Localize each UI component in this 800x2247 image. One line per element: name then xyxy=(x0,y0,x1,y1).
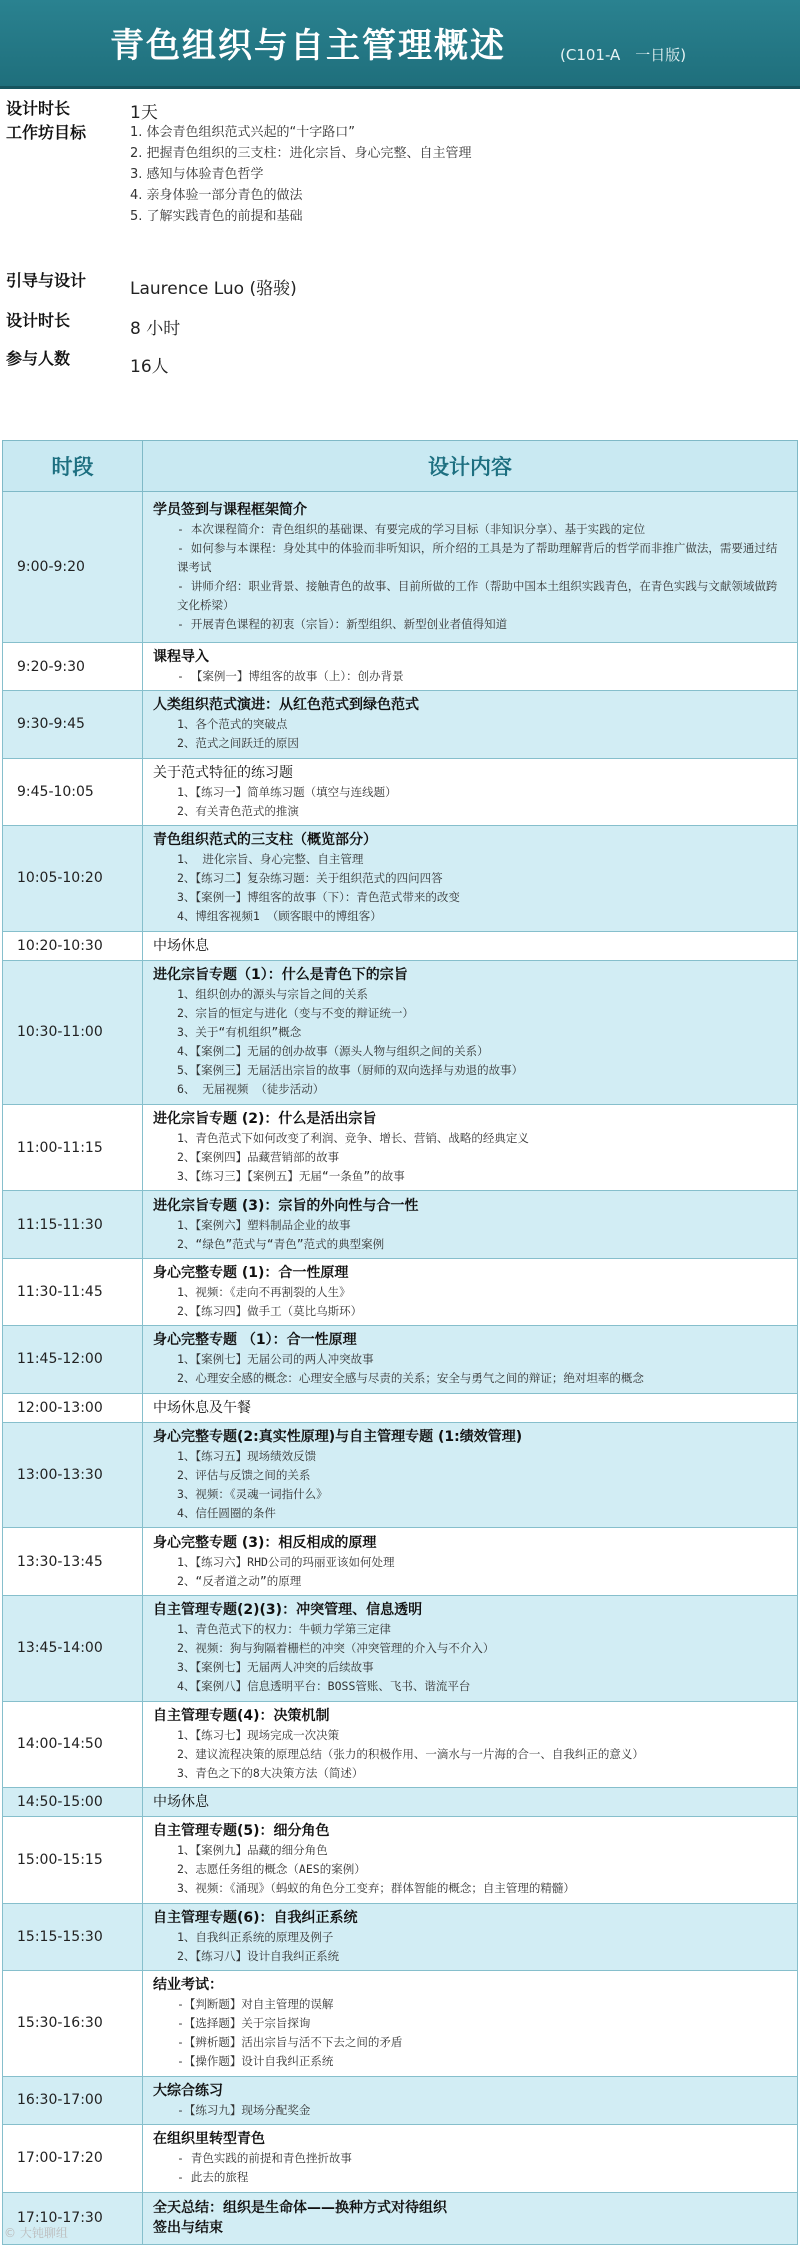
session-title: 自主管理专题(4)：决策机制 xyxy=(153,1707,330,1724)
session-item: 2、有关青色范式的推演 xyxy=(177,803,299,818)
session-content xyxy=(143,1595,798,1701)
session-content xyxy=(143,2125,798,2192)
session-item: 2、“反者道之动”的原理 xyxy=(177,1573,302,1588)
session-item: 4、信任圆圈的条件 xyxy=(177,1506,276,1521)
session-content xyxy=(143,2076,798,2124)
session-title: 身心完整专题 (1)：合一性原理 xyxy=(153,1264,349,1281)
session-item: 1、组织创办的源头与宗旨之间的关系 xyxy=(177,987,368,1002)
session-content xyxy=(143,1422,798,1528)
schedule-row xyxy=(3,1971,798,2077)
time-slot: 13:45-14:00 xyxy=(3,1595,143,1701)
duration-label: 设计时长 xyxy=(6,99,71,118)
session-item: 1、【案例七】无届公司的两人冲突故事 xyxy=(177,1352,374,1367)
session-item: - 此去的旅程 xyxy=(177,2170,249,2185)
session-item: 3、【练习三】【案例五】无届“一条鱼”的故事 xyxy=(177,1169,405,1184)
session-content xyxy=(143,2192,798,2244)
time-slot: 17:00-17:20 xyxy=(3,2125,143,2192)
session-title: 身心完整专题 （1）：合一性原理 xyxy=(153,1332,357,1349)
schedule-row xyxy=(3,1701,798,1788)
session-item: 2、评估与反馈之间的关系 xyxy=(177,1468,311,1483)
guide-value: Laurence Luo (骆骏) xyxy=(130,279,297,299)
page-header xyxy=(0,0,800,89)
hours-value: 8 小时 xyxy=(130,319,181,339)
time-slot: 15:00-15:15 xyxy=(3,1817,143,1904)
session-item: 1、【练习六】RHD公司的玛丽亚该如何处理 xyxy=(177,1554,395,1569)
schedule-row xyxy=(3,1393,798,1422)
session-item: -【选择题】关于宗旨探询 xyxy=(177,2016,311,2031)
session-title: 在组织里转型青色 xyxy=(153,2131,265,2148)
time-slot: 17:10-17:30 xyxy=(3,2192,143,2244)
session-item: 2、“绿色”范式与“青色”范式的典型案例 xyxy=(177,1236,385,1251)
session-title: 青色组织范式的三支柱（概览部分） xyxy=(153,832,377,849)
schedule-row xyxy=(3,1903,798,1970)
session-item: -【判断题】对自主管理的误解 xyxy=(177,1997,334,2012)
session-title: 自主管理专题(2)(3)：冲突管理、信息透明 xyxy=(153,1602,423,1619)
goal-item: 1. 体会青色组织范式兴起的“十字路口” xyxy=(130,125,356,140)
session-title: 大综合练习 xyxy=(153,2082,223,2099)
session-title: 课程导入 xyxy=(153,649,209,666)
duration-value: 1天 xyxy=(130,103,158,123)
time-slot: 12:00-13:00 xyxy=(3,1393,143,1422)
schedule-row xyxy=(3,1788,798,1817)
session-content xyxy=(143,1528,798,1595)
session-item: - 讲师介绍：职业背景、接触青色的故事、目前所做的工作（帮助中国本土组织实践青色，在青色实践与文献领域做跨文化桥梁） xyxy=(177,578,778,612)
time-slot: 14:50-15:00 xyxy=(3,1788,143,1817)
session-content xyxy=(143,1258,798,1325)
schedule-row xyxy=(3,1817,798,1904)
session-content xyxy=(143,1971,798,2077)
session-title: 自主管理专题(5)：细分角色 xyxy=(153,1823,330,1840)
session-item: - 如何参与本课程：身处其中的体验而非听知识，所介绍的工具是为了帮助理解背后的哲学而非推广做法，需要通过结课考试 xyxy=(177,540,778,574)
session-content xyxy=(143,1817,798,1904)
time-slot: 11:30-11:45 xyxy=(3,1258,143,1325)
session-content xyxy=(143,492,798,643)
schedule-row xyxy=(3,758,798,825)
session-content xyxy=(143,758,798,825)
session-content xyxy=(143,1903,798,1970)
session-title: 自主管理专题(6)：自我纠正系统 xyxy=(153,1909,358,1926)
goals-label: 工作坊目标 xyxy=(6,123,87,142)
schedule-row xyxy=(3,1104,798,1191)
session-title-secondary: 签出与结束 xyxy=(153,2220,223,2237)
session-item: 1、【练习五】现场绩效反馈 xyxy=(177,1449,317,1464)
session-title: 人类组织范式演进：从红色范式到绿色范式 xyxy=(153,697,419,714)
schedule-row xyxy=(3,1595,798,1701)
session-title: 中场休息 xyxy=(153,937,209,954)
session-item: 4、【案例八】信息透明平台：BOSS管账、飞书、谐流平台 xyxy=(177,1679,471,1694)
schedule-row xyxy=(3,2125,798,2192)
session-item: 1、视频：《走向不再割裂的人生》 xyxy=(177,1284,351,1299)
schedule-row xyxy=(3,1528,798,1595)
goal-item: 2. 把握青色组织的三支柱：进化宗旨、身心完整、自主管理 xyxy=(130,146,472,161)
schedule-row xyxy=(3,826,798,932)
time-slot: 15:15-15:30 xyxy=(3,1903,143,1970)
session-item: 2、【案例四】品藏营销部的故事 xyxy=(177,1150,340,1165)
guide-label: 引导与设计 xyxy=(6,271,87,290)
session-item: 3、【案例七】无届两人冲突的后续故事 xyxy=(177,1660,374,1675)
session-item: 1、自我纠正系统的原理及例子 xyxy=(177,1929,334,1944)
session-content xyxy=(143,1788,798,1817)
column-header-time: 时段 xyxy=(3,441,143,492)
session-content xyxy=(143,931,798,960)
session-item: 1、青色范式下的权力：牛顿力学第三定律 xyxy=(177,1622,391,1637)
schedule-row xyxy=(3,2192,798,2244)
time-slot: 15:30-16:30 xyxy=(3,1971,143,2077)
session-content xyxy=(143,960,798,1104)
session-item: 1、【练习一】简单练习题（填空与连线题） xyxy=(177,784,397,799)
schedule-row xyxy=(3,1258,798,1325)
schedule-row xyxy=(3,931,798,960)
session-item: 1、【练习七】现场完成一次决策 xyxy=(177,1727,340,1742)
session-item: 3、【案例一】博组客的故事（下）：青色范式带来的改变 xyxy=(177,890,460,905)
schedule-row xyxy=(3,492,798,643)
time-slot: 11:15-11:30 xyxy=(3,1191,143,1258)
session-item: 3、关于“有机组织”概念 xyxy=(177,1025,302,1040)
time-slot: 10:30-11:00 xyxy=(3,960,143,1104)
time-slot: 11:00-11:15 xyxy=(3,1104,143,1191)
session-item: 1、青色范式下如何改变了利润、竞争、增长、营销、战略的经典定义 xyxy=(177,1131,529,1146)
session-content xyxy=(143,1191,798,1258)
people-value: 16人 xyxy=(130,357,169,377)
schedule-row xyxy=(3,1326,798,1393)
session-content xyxy=(143,1104,798,1191)
session-content xyxy=(143,691,798,758)
session-title: 身心完整专题(2:真实性原理)与自主管理专题 (1:绩效管理) xyxy=(153,1429,523,1446)
session-title: 学员签到与课程框架简介 xyxy=(153,501,307,518)
watermark: © 大钝聊组 xyxy=(4,2226,68,2240)
session-item: 1、 进化宗旨、身心完整、自主管理 xyxy=(177,852,364,867)
session-item: 2、【练习八】设计自我纠正系统 xyxy=(177,1948,340,1963)
time-slot: 16:30-17:00 xyxy=(3,2076,143,2124)
session-content xyxy=(143,1393,798,1422)
session-title: 进化宗旨专题（1）：什么是青色下的宗旨 xyxy=(153,967,408,984)
session-item: 5、【案例三】无届活出宗旨的故事（厨师的双向选择与劝退的故事） xyxy=(177,1063,524,1078)
session-item: -【操作题】设计自我纠正系统 xyxy=(177,2054,334,2069)
session-item: -【练习九】现场分配奖金 xyxy=(177,2102,311,2117)
course-code: (C101-A 一日版) xyxy=(560,46,687,64)
session-item: 3、视频：《涌现》（蚂蚁的角色分工变弃；群体智能的概念；自主管理的精髓） xyxy=(177,1881,575,1896)
session-item: - 青色实践的前提和青色挫折故事 xyxy=(177,2151,352,2166)
session-item: 3、视频：《灵魂一词指什么》 xyxy=(177,1487,328,1502)
goal-item: 3. 感知与体验青色哲学 xyxy=(130,167,264,182)
schedule-row xyxy=(3,1422,798,1528)
schedule-body xyxy=(3,492,798,2245)
time-slot: 9:20-9:30 xyxy=(3,642,143,690)
session-item: - 【案例一】博组客的故事（上）：创办背景 xyxy=(177,669,404,684)
time-slot: 10:05-10:20 xyxy=(3,826,143,932)
hours-label: 设计时长 xyxy=(6,311,71,330)
session-content xyxy=(143,826,798,932)
time-slot: 10:20-10:30 xyxy=(3,931,143,960)
session-item: 2、视频：狗与狗隔着栅栏的冲突（冲突管理的介入与不介入） xyxy=(177,1641,495,1656)
schedule-table xyxy=(2,440,798,2245)
time-slot: 13:30-13:45 xyxy=(3,1528,143,1595)
session-item: 4、博组客视频1 （顾客眼中的博组客） xyxy=(177,909,382,924)
session-item: 2、志愿任务组的概念（AES的案例） xyxy=(177,1862,366,1877)
time-slot: 9:00-9:20 xyxy=(3,492,143,643)
session-title: 中场休息 xyxy=(153,1794,209,1811)
session-item: 4、【案例二】无届的创办故事（源头人物与组织之间的关系） xyxy=(177,1044,489,1059)
session-item: 1、【案例九】品藏的细分角色 xyxy=(177,1843,328,1858)
time-slot: 13:00-13:30 xyxy=(3,1422,143,1528)
time-slot: 14:00-14:50 xyxy=(3,1701,143,1788)
session-title: 进化宗旨专题 (3)：宗旨的外向性与合一性 xyxy=(153,1197,419,1214)
page-title: 青色组织与自主管理概述 xyxy=(110,26,506,66)
session-title: 关于范式特征的练习题 xyxy=(153,764,293,781)
session-item: - 本次课程简介：青色组织的基础课、有要完成的学习目标（非知识分享）、基于实践的定位 xyxy=(177,521,646,536)
session-item: 2、【练习四】做手工（莫比乌斯环） xyxy=(177,1303,363,1318)
session-item: 1、【案例六】塑料制品企业的故事 xyxy=(177,1217,351,1232)
session-title: 进化宗旨专题 (2)：什么是活出宗旨 xyxy=(153,1111,377,1128)
session-content xyxy=(143,642,798,690)
schedule-row xyxy=(3,1191,798,1258)
session-item: 1、各个范式的突破点 xyxy=(177,717,288,732)
session-item: 2、宗旨的恒定与进化（变与不变的辩证统一） xyxy=(177,1006,414,1021)
session-item: -【辨析题】活出宗旨与活不下去之间的矛盾 xyxy=(177,2035,403,2050)
time-slot: 11:45-12:00 xyxy=(3,1326,143,1393)
time-slot: 9:45-10:05 xyxy=(3,758,143,825)
session-item: 2、【练习二】复杂练习题：关于组织范式的四问四答 xyxy=(177,871,443,886)
people-label: 参与人数 xyxy=(6,349,71,368)
goal-item: 4. 亲身体验一部分青色的做法 xyxy=(130,188,303,203)
schedule-row xyxy=(3,2076,798,2124)
session-item: 3、青色之下的8大决策方法（简述） xyxy=(177,1765,364,1780)
session-item: 2、建议流程决策的原理总结（张力的积极作用、一滴水与一片海的合一、自我纠正的意义） xyxy=(177,1746,644,1761)
schedule-row xyxy=(3,691,798,758)
session-title: 身心完整专题 (3)：相反相成的原理 xyxy=(153,1534,377,1551)
session-title: 中场休息及午餐 xyxy=(153,1399,251,1416)
session-title: 全天总结：组织是生命体——换种方式对待组织 xyxy=(153,2200,447,2217)
column-header-content: 设计内容 xyxy=(143,441,798,492)
session-content xyxy=(143,1326,798,1393)
time-slot: 9:30-9:45 xyxy=(3,691,143,758)
session-item: - 开展青色课程的初衷（宗旨）：新型组织、新型创业者值得知道 xyxy=(177,616,508,631)
schedule-row xyxy=(3,960,798,1104)
session-content xyxy=(143,1701,798,1788)
schedule-row xyxy=(3,642,798,690)
session-item: 6、 无届视频 （徒步活动） xyxy=(177,1082,325,1097)
session-item: 2、心理安全感的概念：心理安全感与尽责的关系；安全与勇气之间的辩证；绝对坦率的概念 xyxy=(177,1371,644,1386)
session-title: 结业考试： xyxy=(153,1977,223,1994)
session-item: 2、范式之间跃迁的原因 xyxy=(177,736,299,751)
goal-item: 5. 了解实践青色的前提和基础 xyxy=(130,209,303,224)
